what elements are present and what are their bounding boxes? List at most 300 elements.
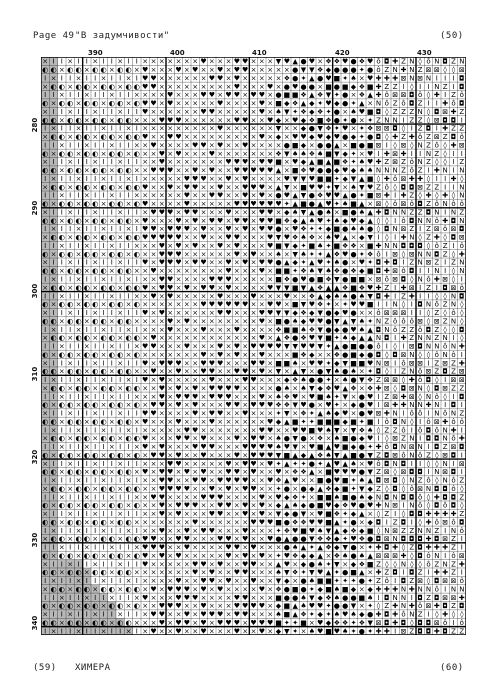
svg-text:♥: ♥ — [192, 166, 199, 175]
svg-text:ô: ô — [384, 183, 389, 192]
svg-text:♥: ♥ — [175, 225, 182, 234]
svg-text:I: I — [119, 91, 122, 100]
svg-text:◊: ◊ — [435, 459, 439, 468]
svg-text:✚: ✚ — [383, 258, 390, 267]
svg-text:♥: ♥ — [233, 610, 240, 619]
svg-text:×: × — [258, 476, 265, 485]
svg-text:◐: ◐ — [67, 200, 74, 209]
svg-text:×: × — [308, 476, 315, 485]
svg-text:●: ● — [342, 367, 349, 376]
svg-text:×: × — [167, 300, 174, 309]
svg-text:I: I — [110, 258, 113, 267]
svg-text:I: I — [444, 258, 447, 267]
svg-text:I: I — [135, 526, 138, 535]
svg-text:♥: ♥ — [275, 342, 282, 351]
svg-text:◐: ◐ — [100, 367, 107, 376]
svg-text:×: × — [242, 91, 249, 100]
svg-text:×: × — [233, 317, 240, 326]
svg-text:◐: ◐ — [75, 66, 82, 75]
svg-text:ô: ô — [384, 577, 389, 586]
svg-text:×: × — [92, 434, 99, 443]
svg-text:♥: ♥ — [250, 183, 257, 192]
svg-text:◐: ◐ — [50, 317, 57, 326]
svg-text:♠: ♠ — [333, 216, 340, 225]
svg-text:♥: ♥ — [225, 577, 232, 586]
svg-text:◘: ◘ — [425, 618, 432, 627]
svg-text:×: × — [275, 82, 282, 91]
svg-text:✚: ✚ — [442, 568, 449, 577]
svg-text:♥: ♥ — [208, 392, 215, 401]
svg-text:×: × — [267, 367, 274, 376]
svg-text:◐: ◐ — [50, 618, 57, 627]
svg-text:◆: ◆ — [300, 158, 307, 167]
svg-text:N: N — [409, 66, 415, 75]
svg-text:×: × — [158, 292, 165, 301]
svg-text:▲: ▲ — [300, 216, 307, 225]
svg-text:◘: ◘ — [459, 292, 465, 301]
svg-text:♥: ♥ — [250, 376, 257, 385]
svg-text:×: × — [133, 493, 140, 502]
svg-text:■: ■ — [341, 434, 349, 443]
svg-text:×: × — [183, 250, 190, 259]
svg-text:♥: ♥ — [183, 426, 190, 435]
svg-text:◘: ◘ — [409, 510, 415, 519]
svg-text:⊠: ⊠ — [375, 200, 382, 209]
svg-text:×: × — [233, 258, 240, 267]
svg-text:N: N — [392, 116, 398, 125]
svg-text:I: I — [85, 476, 88, 485]
svg-text:◐: ◐ — [58, 501, 65, 510]
svg-text:♥: ♥ — [225, 384, 232, 393]
svg-text:×: × — [175, 267, 182, 276]
svg-text:×: × — [117, 334, 124, 343]
svg-text:N: N — [442, 200, 448, 209]
svg-text:♥: ♥ — [242, 158, 249, 167]
svg-text:◊: ◊ — [426, 493, 431, 502]
svg-text:ô: ô — [418, 133, 423, 142]
svg-text:×: × — [242, 309, 249, 318]
svg-text:×: × — [192, 451, 199, 460]
svg-text:×: × — [183, 334, 190, 343]
svg-text:◐: ◐ — [125, 334, 132, 343]
svg-text:×: × — [242, 417, 249, 426]
svg-text:Z: Z — [459, 158, 465, 167]
svg-text:×: × — [242, 208, 249, 217]
svg-text:♥: ♥ — [200, 258, 207, 267]
svg-text:×: × — [117, 610, 124, 619]
svg-text:◐: ◐ — [67, 501, 74, 510]
svg-text:◆: ◆ — [342, 149, 348, 158]
svg-text:◆: ◆ — [292, 309, 298, 318]
svg-text:×: × — [258, 174, 265, 183]
svg-text:Z: Z — [426, 141, 431, 150]
svg-text:✚: ✚ — [392, 133, 399, 142]
svg-text:×: × — [42, 334, 49, 343]
svg-text:◐: ◐ — [125, 133, 132, 142]
svg-text:♥: ♥ — [233, 325, 240, 334]
svg-text:I: I — [44, 191, 47, 200]
svg-text:×: × — [200, 593, 207, 602]
svg-text:♥: ♥ — [258, 618, 265, 627]
svg-text:◐: ◐ — [42, 166, 49, 175]
svg-text:I: I — [102, 409, 105, 418]
svg-text:✚: ✚ — [383, 585, 390, 594]
svg-text:I: I — [85, 376, 88, 385]
svg-text:◘: ◘ — [392, 258, 398, 267]
svg-text:◘: ◘ — [392, 350, 398, 359]
svg-text:◆: ◆ — [325, 292, 332, 301]
svg-text:×: × — [67, 158, 74, 167]
svg-text:×: × — [192, 459, 199, 468]
svg-text:♠: ♠ — [367, 166, 374, 175]
svg-text:ô: ô — [409, 158, 414, 167]
svg-text:I: I — [52, 342, 55, 351]
svg-text:◐: ◐ — [50, 384, 57, 393]
svg-text:◐: ◐ — [133, 401, 140, 410]
svg-text:I: I — [44, 443, 47, 452]
svg-text:◘: ◘ — [459, 225, 465, 234]
svg-text:×: × — [108, 392, 115, 401]
svg-text:×: × — [217, 468, 224, 477]
svg-text:×: × — [225, 367, 232, 376]
svg-text:●: ● — [358, 627, 365, 635]
svg-text:N: N — [400, 417, 407, 426]
svg-text:♥: ♥ — [142, 342, 149, 351]
svg-text:●: ● — [275, 91, 282, 100]
svg-text:♥: ♥ — [183, 317, 190, 326]
svg-text:×: × — [83, 618, 90, 627]
svg-text:♥: ♥ — [167, 133, 174, 142]
svg-text:◊: ◊ — [426, 501, 431, 510]
svg-text:×: × — [242, 384, 249, 393]
svg-text:×: × — [100, 225, 107, 234]
svg-text:◐: ◐ — [42, 568, 49, 577]
svg-text:●: ● — [358, 468, 365, 477]
svg-text:♥: ♥ — [308, 334, 315, 343]
svg-text:×: × — [250, 66, 257, 75]
svg-text:♠: ♠ — [292, 359, 299, 368]
svg-text:▲: ▲ — [325, 158, 332, 167]
svg-text:■: ■ — [283, 325, 291, 334]
svg-text:×: × — [117, 133, 124, 142]
svg-text:♥: ♥ — [142, 225, 149, 234]
svg-text:×: × — [283, 225, 290, 234]
svg-text:✦: ✦ — [367, 116, 374, 125]
svg-text:⊠: ⊠ — [400, 200, 407, 209]
svg-text:◐: ◐ — [83, 200, 90, 209]
svg-text:×: × — [58, 568, 65, 577]
svg-text:✚: ✚ — [383, 409, 390, 418]
svg-text:×: × — [150, 501, 157, 510]
svg-text:Z: Z — [409, 543, 415, 552]
svg-text:✚: ✚ — [458, 342, 465, 351]
svg-text:×: × — [300, 292, 307, 301]
svg-text:◐: ◐ — [42, 200, 49, 209]
svg-text:♥: ♥ — [167, 183, 174, 192]
svg-text:●: ● — [292, 535, 299, 544]
svg-text:×: × — [58, 518, 65, 527]
svg-text:⊠: ⊠ — [408, 392, 415, 401]
svg-text:×: × — [225, 216, 232, 225]
svg-text:♥: ♥ — [200, 618, 207, 627]
svg-text:×: × — [233, 334, 240, 343]
svg-text:×: × — [100, 627, 107, 635]
svg-text:ô: ô — [459, 577, 464, 586]
svg-text:×: × — [58, 317, 65, 326]
svg-text:×: × — [183, 451, 190, 460]
svg-text:▼: ▼ — [292, 342, 298, 351]
svg-text:▼: ▼ — [292, 434, 298, 443]
svg-text:◘: ◘ — [425, 124, 432, 133]
svg-text:I: I — [135, 74, 138, 83]
svg-text:♥: ♥ — [200, 451, 207, 460]
svg-text:Z: Z — [442, 82, 448, 91]
svg-text:×: × — [158, 82, 165, 91]
svg-text:Z: Z — [442, 133, 448, 142]
svg-text:×: × — [367, 568, 374, 577]
svg-text:×: × — [208, 225, 215, 234]
svg-text:♥: ♥ — [200, 560, 207, 569]
svg-text:✚: ✚ — [383, 74, 390, 83]
svg-text:♥: ♥ — [208, 493, 215, 502]
svg-text:◐: ◐ — [108, 434, 115, 443]
svg-text:I: I — [69, 426, 72, 435]
svg-text:×: × — [258, 275, 265, 284]
svg-text:◐: ◐ — [92, 250, 99, 259]
svg-text:▼: ▼ — [309, 384, 315, 393]
svg-text:×: × — [250, 124, 257, 133]
svg-text:I: I — [410, 518, 413, 527]
svg-text:×: × — [167, 543, 174, 552]
svg-text:×: × — [250, 551, 257, 560]
svg-text:◐: ◐ — [50, 283, 57, 292]
svg-text:♥: ♥ — [158, 510, 165, 519]
svg-text:N: N — [442, 459, 448, 468]
svg-text:×: × — [158, 535, 165, 544]
svg-text:♥: ♥ — [217, 493, 224, 502]
svg-text:◘: ◘ — [442, 367, 448, 376]
svg-text:◆: ◆ — [284, 99, 290, 108]
svg-text:×: × — [250, 325, 257, 334]
svg-text:N: N — [392, 535, 398, 544]
svg-text:×: × — [317, 401, 324, 410]
svg-text:I: I — [402, 258, 405, 267]
svg-text:⊠: ⊠ — [383, 535, 390, 544]
svg-text:◆: ◆ — [284, 577, 290, 586]
svg-text:◐: ◐ — [100, 384, 107, 393]
svg-text:♥: ♥ — [267, 476, 274, 485]
svg-text:×: × — [217, 334, 224, 343]
svg-text:♥: ♥ — [175, 149, 182, 158]
svg-text:⊠: ⊠ — [425, 602, 432, 611]
svg-text:●: ● — [333, 107, 340, 116]
svg-text:ô: ô — [426, 275, 431, 284]
svg-text:◐: ◐ — [100, 535, 107, 544]
svg-text:N: N — [384, 166, 390, 175]
svg-text:×: × — [233, 551, 240, 560]
svg-text:N: N — [442, 350, 448, 359]
svg-text:♥: ♥ — [267, 342, 274, 351]
svg-text:■: ■ — [300, 526, 307, 535]
svg-text:◘: ◘ — [434, 535, 440, 544]
svg-text:×: × — [50, 551, 57, 560]
svg-text:×: × — [133, 367, 140, 376]
svg-text:♥: ♥ — [250, 577, 257, 586]
svg-text:♥: ♥ — [250, 602, 257, 611]
svg-text:♥: ♥ — [267, 618, 274, 627]
svg-text:I: I — [69, 593, 72, 602]
svg-text:I: I — [410, 124, 413, 133]
svg-text:▲: ▲ — [367, 91, 373, 100]
svg-text:×: × — [300, 443, 307, 452]
svg-text:×: × — [175, 82, 182, 91]
svg-text:♥: ♥ — [225, 233, 232, 242]
svg-text:✦: ✦ — [325, 342, 332, 351]
svg-text:■: ■ — [350, 141, 357, 150]
svg-text:×: × — [175, 74, 182, 83]
svg-text:Z: Z — [376, 468, 381, 477]
svg-text:Z: Z — [426, 451, 431, 460]
svg-text:×: × — [267, 568, 274, 577]
svg-text:×: × — [158, 107, 165, 116]
svg-text:×: × — [175, 200, 182, 209]
svg-text:×: × — [133, 91, 140, 100]
svg-text:♥: ♥ — [192, 66, 199, 75]
svg-text:◐: ◐ — [125, 535, 132, 544]
svg-text:◐: ◐ — [108, 350, 115, 359]
svg-text:❖: ❖ — [308, 325, 315, 334]
svg-text:◐: ◐ — [100, 585, 107, 594]
svg-text:ô: ô — [418, 409, 423, 418]
svg-text:×: × — [242, 577, 249, 586]
svg-text:⊠: ⊠ — [383, 359, 390, 368]
svg-text:◐: ◐ — [58, 585, 65, 594]
svg-text:×: × — [50, 501, 57, 510]
svg-text:◐: ◐ — [42, 367, 49, 376]
svg-text:♥: ♥ — [308, 526, 315, 535]
svg-text:◐: ◐ — [108, 585, 115, 594]
svg-text:×: × — [342, 401, 349, 410]
svg-text:×: × — [142, 384, 149, 393]
svg-text:×: × — [58, 593, 65, 602]
svg-text:×: × — [283, 166, 290, 175]
svg-text:×: × — [233, 225, 240, 234]
svg-text:N: N — [417, 334, 423, 343]
svg-text:I: I — [44, 174, 47, 183]
svg-text:■: ■ — [341, 484, 349, 493]
svg-text:♥: ♥ — [175, 258, 182, 267]
svg-text:Z: Z — [384, 602, 390, 611]
svg-text:♥: ♥ — [242, 367, 249, 376]
svg-text:I: I — [135, 107, 138, 116]
svg-text:N: N — [417, 585, 423, 594]
svg-text:⊠: ⊠ — [433, 618, 440, 627]
svg-text:⊠: ⊠ — [392, 392, 399, 401]
svg-text:◐: ◐ — [117, 468, 124, 477]
row-number: 310 — [31, 366, 39, 382]
svg-text:✚: ✚ — [450, 510, 457, 519]
svg-text:×: × — [333, 208, 340, 217]
svg-text:♥: ♥ — [200, 493, 207, 502]
svg-text:✚: ✚ — [442, 216, 449, 225]
svg-text:▲: ▲ — [334, 342, 340, 351]
svg-text:♥: ♥ — [350, 325, 357, 334]
svg-text:×: × — [50, 451, 57, 460]
svg-text:I: I — [94, 225, 97, 234]
svg-text:▲: ▲ — [342, 459, 348, 468]
svg-text:×: × — [108, 493, 115, 502]
svg-text:◐: ◐ — [67, 166, 74, 175]
svg-text:×: × — [275, 350, 282, 359]
svg-text:I: I — [127, 241, 130, 250]
svg-text:♥: ♥ — [233, 166, 240, 175]
svg-text:◐: ◐ — [50, 133, 57, 142]
svg-text:×: × — [175, 468, 182, 477]
svg-text:◊: ◊ — [435, 376, 439, 385]
svg-text:♥: ♥ — [142, 593, 149, 602]
svg-text:Z: Z — [451, 359, 456, 368]
svg-text:×: × — [83, 66, 90, 75]
svg-text:●: ● — [342, 275, 349, 284]
svg-text:×: × — [217, 317, 224, 326]
svg-text:ô: ô — [393, 174, 398, 183]
svg-text:♠: ♠ — [275, 107, 282, 116]
svg-text:♥: ♥ — [258, 367, 265, 376]
svg-text:×: × — [208, 116, 215, 125]
svg-text:I: I — [102, 610, 105, 619]
svg-text:×: × — [267, 66, 274, 75]
svg-text:×: × — [158, 334, 165, 343]
svg-text:×: × — [225, 334, 232, 343]
svg-text:I: I — [127, 459, 130, 468]
svg-text:▼: ▼ — [334, 183, 340, 192]
svg-text:×: × — [108, 66, 115, 75]
svg-text:◆: ◆ — [317, 593, 323, 602]
svg-text:Z: Z — [376, 484, 381, 493]
svg-text:I: I — [119, 174, 122, 183]
svg-text:◊: ◊ — [385, 484, 389, 493]
svg-text:×: × — [242, 149, 249, 158]
footer-left-ref: (59) — [33, 663, 57, 673]
svg-text:◐: ◐ — [100, 183, 107, 192]
svg-text:×: × — [208, 459, 215, 468]
svg-text:✦: ✦ — [358, 124, 365, 133]
svg-text:×: × — [92, 510, 99, 519]
svg-text:♥: ♥ — [225, 267, 232, 276]
svg-text:●: ● — [308, 275, 315, 284]
svg-text:I: I — [44, 593, 47, 602]
svg-text:×: × — [175, 91, 182, 100]
svg-text:×: × — [133, 543, 140, 552]
svg-text:×: × — [192, 434, 199, 443]
svg-text:♥: ♥ — [158, 233, 165, 242]
svg-text:◐: ◐ — [50, 66, 57, 75]
svg-text:I: I — [77, 543, 80, 552]
svg-text:❖: ❖ — [300, 267, 307, 276]
svg-text:◆: ◆ — [300, 551, 307, 560]
svg-text:●: ● — [367, 133, 374, 142]
svg-text:I: I — [60, 208, 63, 217]
svg-text:×: × — [142, 585, 149, 594]
svg-text:♥: ♥ — [233, 627, 240, 635]
svg-text:×: × — [225, 124, 232, 133]
svg-text:■: ■ — [366, 82, 374, 91]
svg-text:×: × — [92, 233, 99, 242]
svg-text:I: I — [377, 434, 380, 443]
svg-text:▼: ▼ — [334, 451, 340, 460]
svg-text:×: × — [75, 376, 82, 385]
svg-text:×: × — [108, 342, 115, 351]
